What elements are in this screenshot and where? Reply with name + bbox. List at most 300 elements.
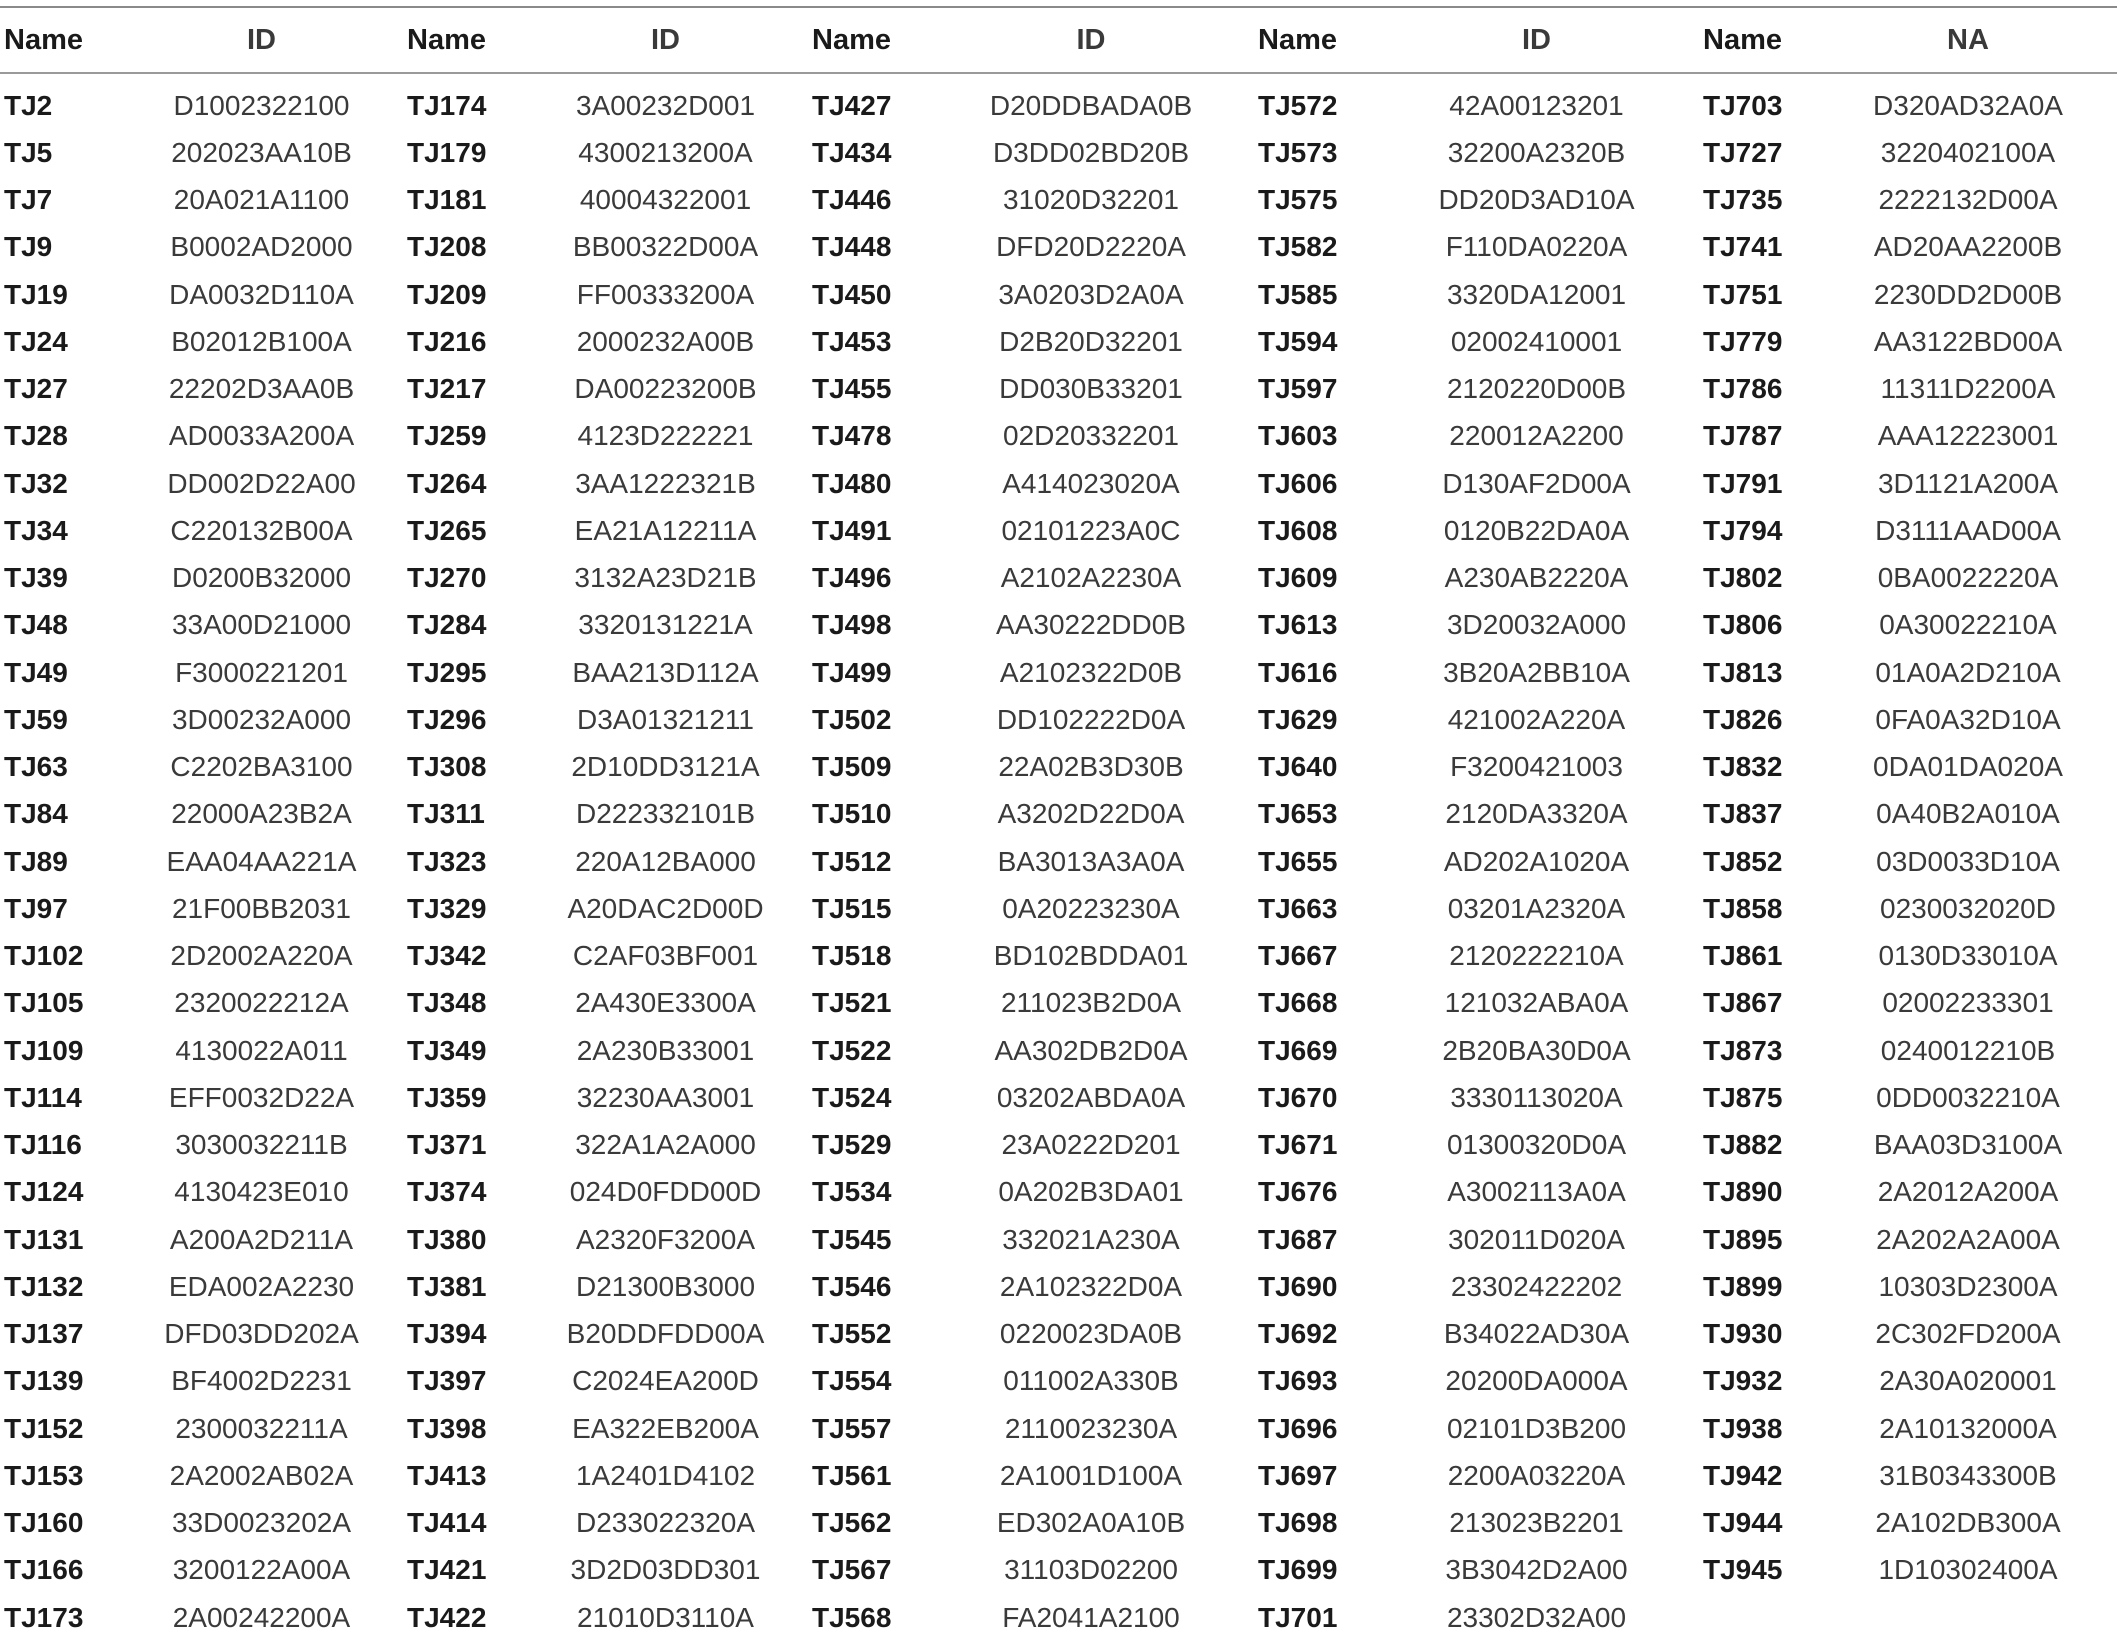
name-cell: TJ741 (1703, 231, 1783, 263)
name-cell: TJ562 (812, 1507, 892, 1539)
name-cell: TJ295 (407, 656, 487, 688)
name-cell: TJ499 (812, 656, 892, 688)
table-row (0, 555, 2117, 602)
table-row (0, 1074, 2117, 1121)
name-cell: TJ48 (4, 609, 68, 641)
id-cell: D3111AAD00A (1875, 514, 2061, 546)
id-cell: D21300B3000 (575, 1270, 756, 1302)
name-cell: TJ311 (407, 798, 485, 830)
header-id-3: ID (1076, 23, 1106, 56)
name-cell: TJ49 (4, 656, 68, 688)
id-cell: EA322EB200A (572, 1412, 759, 1444)
id-cell: AA30222DD0B (996, 609, 1186, 641)
id-cell: EA21A12211A (574, 514, 757, 546)
name-cell: TJ63 (4, 751, 68, 783)
id-cell: 03201A2320A (1447, 892, 1626, 924)
name-cell: TJ572 (1258, 89, 1338, 121)
table-row (0, 366, 2117, 413)
name-cell: TJ270 (407, 562, 487, 594)
name-cell: TJ698 (1258, 1507, 1338, 1539)
header-id-4: ID (1522, 23, 1551, 56)
name-cell: TJ696 (1258, 1412, 1338, 1444)
name-cell: TJ116 (4, 1129, 82, 1161)
name-cell: TJ529 (812, 1129, 892, 1161)
id-cell: F3000221201 (175, 656, 348, 688)
name-cell: TJ552 (812, 1318, 892, 1350)
id-cell: 0A40B2A010A (1876, 798, 2060, 830)
id-cell: 121032ABA0A (1444, 987, 1629, 1019)
name-cell: TJ655 (1258, 845, 1338, 877)
table-row (0, 224, 2117, 271)
name-cell: TJ132 (4, 1270, 84, 1302)
name-cell: TJ561 (812, 1459, 892, 1491)
id-cell: 4300213200A (578, 136, 753, 168)
table-row (0, 602, 2117, 649)
id-cell: 3220402100A (1880, 136, 2056, 168)
id-cell: 21F00BB2031 (171, 892, 352, 924)
id-cell: A20DAC2D00D (567, 892, 764, 924)
table-row (0, 838, 2117, 885)
id-cell: DD002D22A00 (167, 467, 356, 499)
name-cell: TJ791 (1703, 467, 1783, 499)
name-cell: TJ5 (4, 136, 53, 168)
name-cell: TJ97 (4, 892, 68, 924)
id-cell: 3D1121A200A (1877, 467, 2059, 499)
id-cell: BAA03D3100A (1873, 1129, 2063, 1161)
header-na-5: NA (1947, 23, 1989, 56)
name-cell: TJ546 (812, 1270, 892, 1302)
name-cell: TJ259 (407, 420, 487, 452)
id-cell: DD030B33201 (999, 373, 1183, 405)
name-cell: TJ873 (1703, 1034, 1783, 1066)
id-cell: 21010D3110A (577, 1601, 754, 1633)
id-cell: 3B20A2BB10A (1443, 656, 1630, 688)
name-cell: TJ554 (812, 1365, 892, 1397)
name-cell: TJ478 (812, 420, 892, 452)
id-cell: 220A12BA000 (575, 845, 756, 877)
id-cell: A3002113A0A (1447, 1176, 1626, 1208)
id-cell: DFD03DD202A (164, 1318, 359, 1350)
id-cell: 23302422202 (1450, 1270, 1623, 1302)
id-cell: F110DA0220A (1445, 231, 1628, 263)
name-cell: TJ24 (4, 325, 68, 357)
id-cell: 31B0343300B (1879, 1459, 2057, 1491)
name-cell: TJ882 (1703, 1129, 1783, 1161)
id-cell: 23A0222D201 (1001, 1129, 1181, 1161)
name-cell: TJ448 (812, 231, 892, 263)
name-cell: TJ930 (1703, 1318, 1783, 1350)
id-cell: 202023AA10B (171, 136, 352, 168)
id-cell: 2D2002A220A (170, 940, 353, 972)
name-cell: TJ179 (407, 136, 487, 168)
id-cell: D3A01321211 (577, 703, 754, 735)
name-cell: TJ323 (407, 845, 487, 877)
name-cell: TJ209 (407, 278, 487, 310)
name-cell: TJ427 (812, 89, 892, 121)
id-cell: A2102322D0B (999, 656, 1183, 688)
id-cell: AD20AA2200B (1873, 231, 2063, 263)
id-cell: 2A10132000A (1879, 1412, 2057, 1444)
id-cell: 3A0203D2A0A (998, 278, 1184, 310)
id-cell: 32200A2320B (1447, 136, 1626, 168)
table-row (0, 1500, 2117, 1547)
id-cell: 3B3042D2A00 (1445, 1554, 1628, 1586)
name-cell: TJ398 (407, 1412, 487, 1444)
name-cell: TJ173 (4, 1601, 84, 1633)
name-cell: TJ852 (1703, 845, 1783, 877)
name-cell: TJ779 (1703, 325, 1783, 357)
table-row (0, 177, 2117, 224)
id-cell: A414023020A (1002, 467, 1180, 499)
name-cell: TJ491 (812, 514, 892, 546)
name-cell: TJ512 (812, 845, 892, 877)
id-cell: 11311D2200A (1880, 373, 2056, 405)
id-cell: 3320131221A (578, 609, 753, 641)
id-cell: D0200B32000 (171, 562, 352, 594)
id-cell: 10303D2300A (1878, 1270, 2058, 1302)
name-cell: TJ480 (812, 467, 892, 499)
id-cell: 2120222210A (1449, 940, 1624, 972)
name-cell: TJ837 (1703, 798, 1783, 830)
name-cell: TJ670 (1258, 1081, 1338, 1113)
table-row (0, 1547, 2117, 1594)
id-cell: D233022320A (575, 1507, 756, 1539)
header-id-2: ID (651, 23, 680, 56)
id-cell: 31020D32201 (1003, 184, 1179, 216)
table-row (0, 413, 2117, 460)
id-cell: A230AB2220A (1444, 562, 1629, 594)
name-cell: TJ669 (1258, 1034, 1338, 1066)
id-cell: DFD20D2220A (996, 231, 1186, 263)
name-cell: TJ137 (4, 1318, 84, 1350)
name-cell: TJ434 (812, 136, 892, 168)
name-cell: TJ510 (812, 798, 892, 830)
name-cell: TJ606 (1258, 467, 1338, 499)
name-cell: TJ39 (4, 562, 68, 594)
id-cell: 32230AA3001 (576, 1081, 755, 1113)
table-row (0, 318, 2117, 365)
table-row (0, 885, 2117, 932)
name-cell: TJ676 (1258, 1176, 1338, 1208)
id-cell: 2230DD2D00B (1873, 278, 2063, 310)
name-cell: TJ699 (1258, 1554, 1338, 1586)
id-cell: 40004322001 (579, 184, 752, 216)
name-cell: TJ498 (812, 609, 892, 641)
name-cell: TJ359 (407, 1081, 487, 1113)
id-cell: 2320022212A (174, 987, 349, 1019)
id-cell: 2A2002AB02A (169, 1459, 354, 1491)
table-row (0, 1169, 2117, 1216)
table-row (0, 791, 2117, 838)
name-cell: TJ139 (4, 1365, 84, 1397)
name-cell: TJ573 (1258, 136, 1338, 168)
name-cell: TJ160 (4, 1507, 84, 1539)
name-cell: TJ394 (407, 1318, 487, 1350)
name-cell: TJ131 (4, 1223, 84, 1255)
id-cell: AD202A1020A (1443, 845, 1630, 877)
id-cell: BA3013A3A0A (997, 845, 1185, 877)
id-cell: 3030032211B (175, 1129, 348, 1161)
name-cell: TJ609 (1258, 562, 1338, 594)
name-cell: TJ534 (812, 1176, 892, 1208)
id-cell: 2222132D00A (1878, 184, 2058, 216)
name-cell: TJ786 (1703, 373, 1783, 405)
id-cell: 0BA0022220A (1877, 562, 2059, 594)
name-cell: TJ296 (407, 703, 487, 735)
name-cell: TJ603 (1258, 420, 1338, 452)
name-cell: TJ502 (812, 703, 892, 735)
id-cell: 2200A03220A (1447, 1459, 1626, 1491)
id-cell: D130AF2D00A (1442, 467, 1631, 499)
name-cell: TJ524 (812, 1081, 892, 1113)
name-cell: TJ2 (4, 89, 53, 121)
name-cell: TJ414 (407, 1507, 487, 1539)
id-cell: 2120220D00B (1446, 373, 1627, 405)
table-row (0, 744, 2117, 791)
id-cell: 1D10302400A (1878, 1554, 2058, 1586)
name-cell: TJ397 (407, 1365, 487, 1397)
name-cell: TJ899 (1703, 1270, 1783, 1302)
name-cell: TJ9 (4, 231, 53, 263)
id-cell: A3202D22D0A (997, 798, 1185, 830)
name-cell: TJ640 (1258, 751, 1338, 783)
id-cell: D222332101B (575, 798, 756, 830)
id-cell: C220132B00A (170, 514, 353, 546)
id-cell: BF4002D2231 (171, 1365, 352, 1397)
id-cell: 2A102322D0A (999, 1270, 1183, 1302)
id-cell: 20A021A1100 (173, 184, 350, 216)
id-cell: 2C302FD200A (1875, 1318, 2061, 1350)
table-row (0, 1594, 2117, 1641)
id-cell: A200A2D211A (169, 1223, 354, 1255)
header-name-3: Name (812, 23, 891, 56)
id-cell: 2120DA3320A (1445, 798, 1628, 830)
name-cell: TJ19 (4, 278, 68, 310)
header-spacer (0, 72, 2117, 82)
table-row (0, 1452, 2117, 1499)
id-cell: A2102A2230A (1000, 562, 1182, 594)
name-cell: TJ264 (407, 467, 487, 499)
id-cell: AAA12223001 (1877, 420, 2059, 452)
id-cell: 011002A330B (1003, 1365, 1179, 1397)
id-cell: 322A1A2A000 (575, 1129, 756, 1161)
name-cell: TJ421 (407, 1554, 487, 1586)
table-row (0, 1216, 2117, 1263)
id-cell: 42A00123201 (1449, 89, 1624, 121)
id-cell: 024D0FDD00D (569, 1176, 762, 1208)
id-cell: 20200DA000A (1445, 1365, 1628, 1397)
id-cell: 0230032020D (1880, 892, 2056, 924)
header-row (0, 8, 2117, 72)
name-cell: TJ890 (1703, 1176, 1783, 1208)
id-cell: AD0033A200A (168, 420, 355, 452)
id-cell: B34022AD30A (1443, 1318, 1630, 1350)
id-cell: 0A30022210A (1879, 609, 2057, 641)
id-cell: 2A430E3300A (575, 987, 756, 1019)
name-cell: TJ166 (4, 1554, 84, 1586)
id-cell: 01300320D0A (1446, 1129, 1627, 1161)
name-cell: TJ152 (4, 1412, 84, 1444)
id-cell: DA0032D110A (169, 278, 354, 310)
name-cell: TJ668 (1258, 987, 1338, 1019)
table-row (0, 696, 2117, 743)
id-cell: 2A202A2A00A (1876, 1223, 2060, 1255)
header-name-2: Name (407, 23, 486, 56)
id-cell: 02101223A0C (1001, 514, 1181, 546)
name-cell: TJ751 (1703, 278, 1783, 310)
name-cell: TJ284 (407, 609, 487, 641)
id-cell: 3D00232A000 (171, 703, 352, 735)
name-cell (1699, 1594, 1819, 1641)
name-cell: TJ446 (812, 184, 892, 216)
name-cell: TJ348 (407, 987, 487, 1019)
id-cell: 2110023230A (1004, 1412, 1178, 1444)
id-cell: B20DDFDD00A (566, 1318, 765, 1350)
id-cell: 22000A23B2A (171, 798, 352, 830)
name-cell: TJ667 (1258, 940, 1338, 972)
name-cell: TJ518 (812, 940, 892, 972)
name-cell: TJ380 (407, 1223, 487, 1255)
name-cell: TJ701 (1258, 1601, 1338, 1633)
name-cell: TJ932 (1703, 1365, 1783, 1397)
header-name-1: Name (4, 23, 83, 56)
id-cell: 0120B22DA0A (1443, 514, 1630, 546)
name-cell: TJ693 (1258, 1365, 1338, 1397)
name-cell: TJ105 (4, 987, 84, 1019)
id-cell: 2300032211A (175, 1412, 348, 1444)
table-row (0, 1358, 2117, 1405)
name-cell: TJ329 (407, 892, 487, 924)
table-row (0, 933, 2117, 980)
id-cell: 3132A23D21B (574, 562, 757, 594)
id-cell: DD102222D0A (996, 703, 1186, 735)
id-cell: D20DDBADA0B (989, 89, 1193, 121)
name-cell: TJ34 (4, 514, 68, 546)
table-row (0, 1122, 2117, 1169)
id-cell: 23302D32A00 (1446, 1601, 1627, 1633)
name-cell: TJ567 (812, 1554, 892, 1586)
id-cell: AA302DB2D0A (994, 1034, 1188, 1066)
id-cell: F3200421003 (1450, 751, 1623, 783)
id-cell: 302011D020A (1448, 1223, 1625, 1255)
table-row (0, 1311, 2117, 1358)
name-cell: TJ582 (1258, 231, 1338, 263)
name-cell: TJ944 (1703, 1507, 1783, 1539)
name-cell: TJ557 (812, 1412, 892, 1444)
id-cell: 2A102DB300A (1875, 1507, 2061, 1539)
name-cell: TJ895 (1703, 1223, 1783, 1255)
id-cell: FA2041A2100 (1002, 1601, 1180, 1633)
name-cell: TJ509 (812, 751, 892, 783)
table-row (0, 271, 2117, 318)
id-cell: FF00333200A (576, 278, 755, 310)
id-cell: AA3122BD00A (1873, 325, 2063, 357)
name-cell: TJ349 (407, 1034, 487, 1066)
id-cell: EDA002A2230 (168, 1270, 355, 1302)
id-cell: BD102BDDA01 (993, 940, 1189, 972)
id-cell: BB00322D00A (572, 231, 759, 263)
id-cell: 4130022A011 (175, 1034, 348, 1066)
id-cell: 2A2012A200A (1877, 1176, 2059, 1208)
name-cell: TJ515 (812, 892, 892, 924)
name-cell: TJ813 (1703, 656, 1783, 688)
id-cell: 22202D3AA0B (168, 373, 355, 405)
name-cell: TJ787 (1703, 420, 1783, 452)
name-cell: TJ806 (1703, 609, 1783, 641)
id-cell: 3200122A00A (172, 1554, 351, 1586)
name-cell: TJ59 (4, 703, 68, 735)
id-cell: 3330113020A (1450, 1081, 1623, 1113)
id-cell: 4123D222221 (577, 420, 754, 452)
id-cell: 3AA1222321B (575, 467, 756, 499)
id-cell (1819, 1594, 2117, 1641)
name-cell: TJ942 (1703, 1459, 1783, 1491)
id-cell: EFF0032D22A (168, 1081, 355, 1113)
table-row (0, 1405, 2117, 1452)
name-cell: TJ629 (1258, 703, 1338, 735)
name-cell: TJ575 (1258, 184, 1338, 216)
name-cell: TJ124 (4, 1176, 84, 1208)
name-cell: TJ616 (1258, 656, 1338, 688)
id-cell: ED302A0A10B (996, 1507, 1186, 1539)
id-cell: A2320F3200A (575, 1223, 756, 1255)
table-row (0, 649, 2117, 696)
name-cell: TJ422 (407, 1601, 487, 1633)
id-cell: 2A30A020001 (1879, 1365, 2057, 1397)
name-cell: TJ945 (1703, 1554, 1783, 1586)
id-cell: C2024EA200D (572, 1365, 759, 1397)
id-cell: 0A20223230A (1002, 892, 1180, 924)
name-cell: TJ826 (1703, 703, 1783, 735)
name-cell: TJ181 (407, 184, 487, 216)
id-cell: 33A00D21000 (171, 609, 352, 641)
id-cell: D1002322100 (173, 89, 350, 121)
name-cell: TJ265 (407, 514, 487, 546)
name-cell: TJ608 (1258, 514, 1338, 546)
name-cell: TJ653 (1258, 798, 1338, 830)
id-cell: DD20D3AD10A (1438, 184, 1635, 216)
name-cell: TJ690 (1258, 1270, 1338, 1302)
id-cell: 211023B2D0A (1000, 987, 1182, 1019)
id-cell: 03202ABDA0A (996, 1081, 1186, 1113)
name-cell: TJ703 (1703, 89, 1783, 121)
table-row (0, 460, 2117, 507)
id-cell: 2A230B33001 (576, 1034, 755, 1066)
name-cell: TJ794 (1703, 514, 1783, 546)
name-cell: TJ32 (4, 467, 68, 499)
name-cell: TJ858 (1703, 892, 1783, 924)
name-cell: TJ216 (407, 325, 487, 357)
name-cell: TJ938 (1703, 1412, 1783, 1444)
id-cell: 01A0A2D210A (1875, 656, 2061, 688)
id-cell: 332021A230A (1002, 1223, 1180, 1255)
data-table (0, 8, 2117, 1641)
table-body (0, 82, 2117, 1641)
name-cell: TJ594 (1258, 325, 1338, 357)
id-cell: EAA04AA221A (166, 845, 357, 877)
id-cell: 03D0033D10A (1876, 845, 2060, 877)
id-cell: 4130423E010 (174, 1176, 349, 1208)
name-cell: TJ832 (1703, 751, 1783, 783)
id-cell: 02002410001 (1450, 325, 1623, 357)
id-cell: 0240012210B (1880, 1034, 2056, 1066)
name-cell: TJ102 (4, 940, 84, 972)
name-cell: TJ89 (4, 845, 68, 877)
name-cell: TJ374 (407, 1176, 487, 1208)
name-cell: TJ217 (407, 373, 487, 405)
id-cell: C2202BA3100 (170, 751, 353, 783)
name-cell: TJ413 (407, 1459, 487, 1491)
